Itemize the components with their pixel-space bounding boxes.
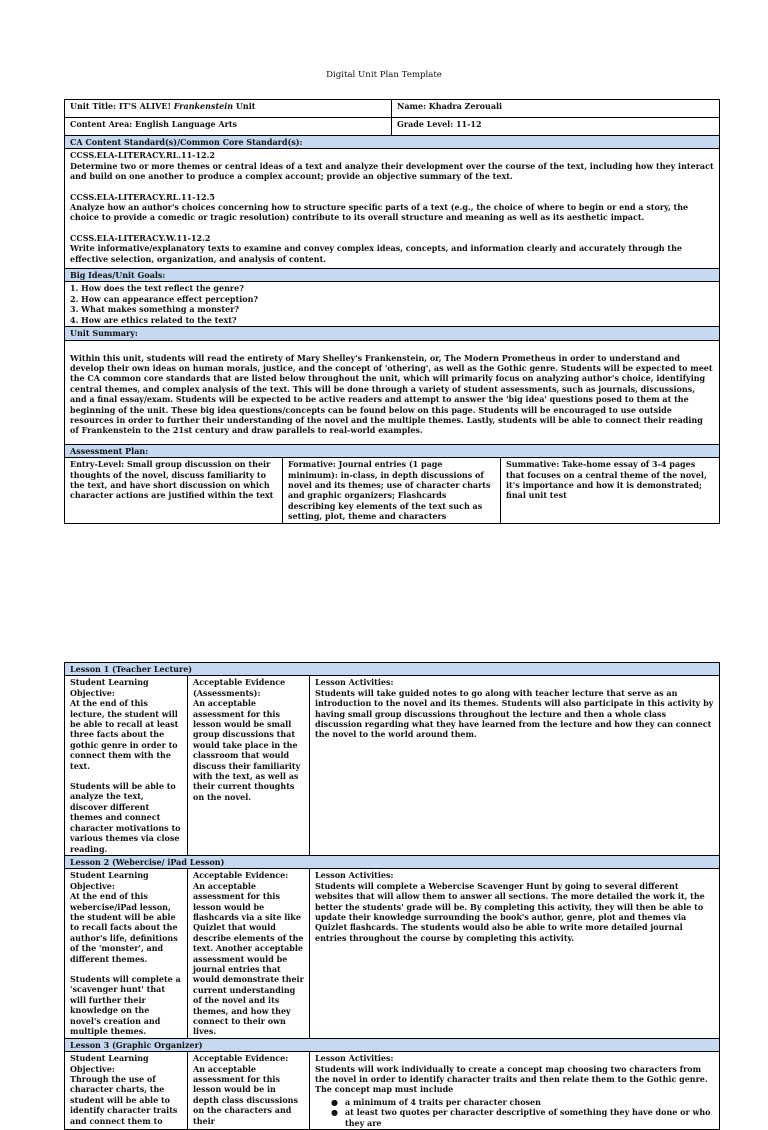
evidence-text: An acceptable assessment for this lesson would be flashcards via a site like Quizlet that would describe elements of the text. Another acceptable assessment would be journal entries that would demonstrate their current understanding of the novel and its themes, and how they connect to their own lives. [193, 880, 304, 1037]
objective-text: At the end of this webercise/iPad lesson, the student will be able to recall facts about the author's life, definitions of the 'monster', and different themes. [70, 891, 178, 964]
big-ideas-cell [65, 282, 720, 327]
standard-item [70, 150, 714, 181]
assessment-formative: Formative: Journal entries (1 page minimum): in-class, in depth discussions of novel and its themes; use of character charts and graphic organizers; Flashcards describing key elements of the text such as setting, plot, theme and characters [283, 458, 501, 523]
assessment-header: Assessment Plan: [65, 444, 720, 457]
standard-code: CCSS.ELA-LITERACY.RL.11-12.2 [70, 150, 215, 161]
activities-text: Students will take guided notes to go along with teacher lecture that serve as an introduction to the novel and its themes. Students will also participate in this activity by having small group discussions throughout the lecture and then a whole class discussion regarding what they have learned from the lecture and how they can connect the novel to the world around them. [315, 687, 714, 740]
objective-label: Student Learning Objective: [70, 1053, 149, 1074]
standard-text: Analyze how an author's choices concerning how to structure specific parts of a text (e.g., the choice of where to begin or end a story, the choice to provide a comedic or tragic resolution) contribute to its overall structure and meaning as well as its aesthetic impact. [70, 202, 689, 223]
lesson-2-evidence [188, 869, 310, 1039]
lesson-1-activities [310, 676, 720, 856]
lessons-table [64, 662, 720, 1130]
evidence-label: Acceptable Evidence (Assessments): [193, 677, 286, 698]
lesson-2-objective [65, 869, 188, 1039]
list-item-text: a minimum of 4 traits per character chosen [345, 1096, 541, 1107]
activities-text: Students will complete a Webercise Scavenger Hunt by going to several different websites that will allow them to answer all sections. The more detailed the work it, the better the students' grade will be. By completing this activity, they will then be able to update their knowledge surrounding the book's author, genre, plot and themes via Quizlet flashcards. The students would also be able to write more detailed journal entries throughout the course by completing this activity. [315, 880, 705, 943]
evidence-label: Acceptable Evidence: [193, 1053, 289, 1064]
standards-cell [65, 149, 720, 269]
page-title: Digital Unit Plan Template [326, 70, 442, 80]
lesson-2-activities [310, 869, 720, 1039]
big-idea-item: 2. How can appearance effect perception? [70, 293, 259, 304]
activities-text: Students will work individually to create a concept map choosing two characters from the novel in order to identify character traits and then relate them to the Gothic genre. The concept map must include [315, 1063, 708, 1095]
summary-cell [65, 340, 720, 444]
lesson-1-objective [65, 676, 188, 856]
unit-plan-table [64, 99, 720, 524]
bullet-icon: ● [331, 1107, 338, 1118]
lesson-3-header: Lesson 3 (Graphic Organizer) [65, 1038, 720, 1051]
lesson-1-header: Lesson 1 (Teacher Lecture) [65, 663, 720, 676]
bullet-icon: ● [331, 1096, 338, 1107]
summary-header: Unit Summary: [65, 327, 720, 340]
evidence-label: Acceptable Evidence: [193, 870, 289, 881]
standard-text: Write informative/explanatory texts to examine and convey complex ideas, concepts, and information clearly and accurately through the effective selection, organization, and analysis of content. [70, 243, 683, 264]
list-item-text: at least two quotes per character descriptive of something they have done or who they are [345, 1107, 711, 1128]
standard-text: Determine two or more themes or central ideas of a text and analyze their development over the course of the text, including how they interact and build on one another to produce a complex account; provide an objective summary of the text. [70, 160, 714, 182]
list-item [331, 1096, 714, 1107]
unit-title-suffix: Unit [233, 101, 256, 111]
activities-label: Lesson Activities: [315, 677, 394, 688]
unit-title-italic: Frankenstein [173, 101, 234, 111]
lesson-3-evidence [188, 1052, 310, 1130]
standard-code: CCSS.ELA-LITERACY.W.11-12.2 [70, 232, 211, 243]
standard-item [70, 192, 714, 223]
big-ideas-header: Big Ideas/Unit Goals: [65, 269, 720, 282]
assessment-entry: Entry-Level: Small group discussion on their thoughts of the novel, discuss familiarity to the text, and have short discussion on which character actions are justified within the text [65, 458, 283, 523]
grade-level: Grade Level: 11-12 [392, 118, 720, 136]
big-idea-item: 4. How are ethics related to the text? [70, 314, 237, 325]
activities-label: Lesson Activities: [315, 870, 394, 881]
author-name: Name: Khadra Zerouali [392, 100, 720, 118]
big-idea-item: 3. What makes something a monster? [70, 304, 240, 315]
big-idea-item: 1. How does the text reflect the genre? [70, 283, 244, 294]
standard-code: CCSS.ELA-LITERACY.RL.11-12.5 [70, 191, 215, 202]
activities-label: Lesson Activities: [315, 1053, 394, 1064]
lesson-3-objective [65, 1052, 188, 1130]
objective-text: Students will be able to analyze the text, discover different themes and connect character motivations to various themes via close reading. [70, 781, 181, 854]
list-item [331, 1107, 714, 1128]
lesson-2-header: Lesson 2 (Webercise/ iPad Lesson) [65, 855, 720, 868]
objective-text: Through the use of character charts, the student will be able to identify character traits and connect them to [70, 1074, 178, 1126]
unit-title-cell [65, 100, 392, 118]
lesson-1-evidence [188, 676, 310, 856]
objective-label: Student Learning Objective: [70, 677, 149, 698]
objective-text: Students will complete a 'scavenger hunt' that will further their knowledge on the novel's creation and multiple themes. [70, 973, 181, 1036]
objective-label: Student Learning Objective: [70, 870, 149, 891]
unit-summary-text: Within this unit, students will read the entirety of Mary Shelley's Frankenstein, or, The Modern Prometheus in order to understand and develop their own ideas on human morals, justice, and the concept of 'othering', as well as the Gothic genre. Students will be expected to meet the CA common core standards that are listed below throughout the unit, which will primarily focus on analyzing author's choice, identifying central themes, and complex analysis of the text. This will be done through a variety of student assessments, such as journals, discussions, and a final essay/exam. Students will be expected to be active readers and attempt to answer the 'big idea' questions posed to them at the beginning of the unit. These big idea questions/concepts can be found below on this page. Students will be encouraged to use outside resources in order to further their understanding of the novel and the multiple themes. Lastly, students will be able to connect their reading of Frankenstein to the 21st century and draw parallels to real-world examples. [70, 352, 713, 436]
unit-title-label: Unit Title: IT'S ALIVE! [70, 101, 174, 111]
evidence-text: An acceptable assessment for this lesson would be in depth class discussions on the characters and their [193, 1063, 298, 1126]
standards-header: CA Content Standard(s)/Common Core Standard(s): [65, 136, 720, 149]
lesson-3-activities [310, 1052, 720, 1130]
objective-text: At the end of this lecture, the student will be able to recall at least three facts about the gothic genre in order to connect them with the text. [70, 698, 179, 771]
evidence-text: An acceptable assessment for this lesson would be small group discussions that would take place in the classroom that would discuss their familiarity with the text, as well as their current thoughts on the novel. [193, 698, 301, 802]
standard-item [70, 233, 714, 264]
content-area: Content Area: English Language Arts [65, 118, 392, 136]
activities-bullet-list [315, 1097, 714, 1128]
assessment-summative: Summative: Take-home essay of 3-4 pages that focuses on a central theme of the novel, it's importance and how it is demonstrated; final unit test [501, 458, 720, 523]
